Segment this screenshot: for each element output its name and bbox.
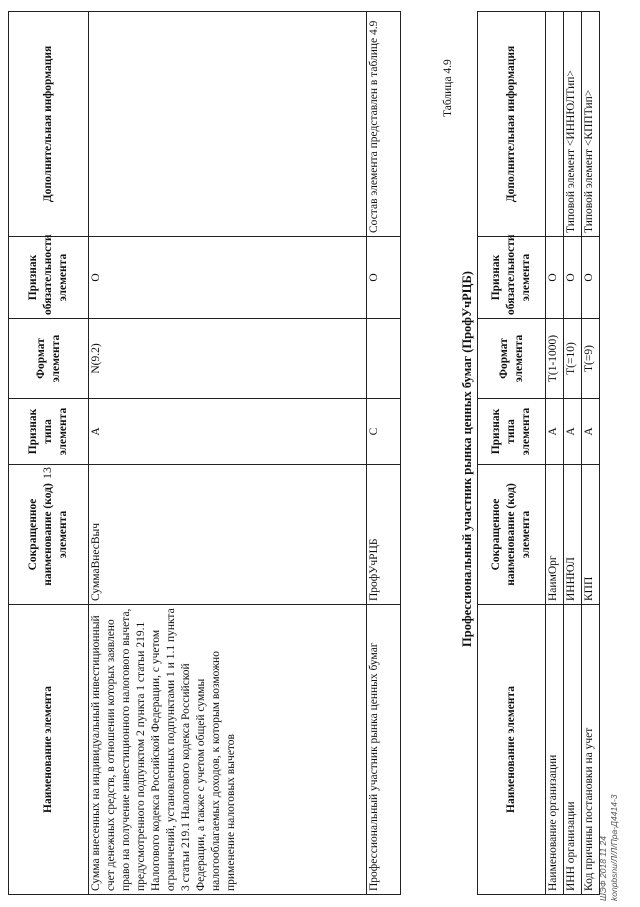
page-number: 13	[40, 467, 54, 479]
cell-type: А	[582, 399, 600, 465]
col-header-code: Сокращенное наименование (код) элемента	[9, 465, 89, 605]
table-row	[564, 12, 582, 895]
table-row	[367, 12, 401, 895]
cell-name: Сумма внесенных на индивидуальный инвестиционный счет денежных средств, в отношении которых заявлено право на получение инвестиционного налогового вычета, предусмотренного подпунктом 2 пункта 1 статьи 219.1 Налогового кодекса Российской Федерации, с учетом ограничений, установленных подпунктами 1 и 1.1 пункта 3 статьи 219.1 Налогового кодекса Российской Федерации, а также с учетом общей суммы налогооблагаемых доходов, к которым возможно применение налоговых вычетов	[89, 605, 367, 895]
footer-stamp	[598, 795, 620, 902]
cell-info: Типовой элемент <КППТип>	[582, 12, 600, 237]
cell-code: ПрофУчРЦБ	[367, 465, 401, 605]
footer-line: konpbsnu/Л/Л/Пра-Д4414-3	[609, 794, 619, 901]
cell-format: T(1-1000)	[546, 319, 564, 399]
elements-table	[8, 11, 401, 895]
cell-required: О	[367, 237, 401, 319]
table-row	[582, 12, 600, 895]
cell-code: ИННЮЛ	[564, 465, 582, 605]
cell-info: Состав элемента представлен в таблице 4.9	[367, 12, 401, 237]
col-header-required: Признак обязательности элемента	[9, 237, 89, 319]
col-header-name: Наименование элемента	[9, 605, 89, 895]
cell-type: А	[564, 399, 582, 465]
col-header-format: Формат элемента	[9, 319, 89, 399]
col-header-info: Дополнительная информация	[9, 12, 89, 237]
cell-required: О	[564, 237, 582, 319]
cell-info	[546, 12, 564, 237]
col-header-code: Сокращенное наименование (код) элемента	[478, 465, 546, 605]
cell-name: Наименование организации	[546, 605, 564, 895]
table-row	[546, 12, 564, 895]
cell-required: О	[546, 237, 564, 319]
cell-format: T(=10)	[564, 319, 582, 399]
cell-code: НаимОрг	[546, 465, 564, 605]
col-header-name: Наименование элемента	[478, 605, 546, 895]
footer-line: ШЭФ 2018 11 24	[598, 836, 608, 901]
cell-type: А	[89, 399, 367, 465]
cell-code: КПП	[582, 465, 600, 605]
cell-required: О	[582, 237, 600, 319]
cell-type: А	[546, 399, 564, 465]
cell-code: СуммаВнесВыч	[89, 465, 367, 605]
table-row	[89, 12, 367, 895]
cell-info	[89, 12, 367, 237]
cell-type: С	[367, 399, 401, 465]
table-title: Профессиональный участник рынка ценных бумаг (ПрофУчРЦБ)	[460, 271, 474, 647]
col-header-info: Дополнительная информация	[478, 12, 546, 237]
securities-participant-table	[477, 11, 600, 895]
cell-required: О	[89, 237, 367, 319]
table-caption: Таблица 4.9	[442, 59, 454, 117]
cell-name: ИНН организации	[564, 605, 582, 895]
cell-info: Типовой элемент <ИННЮЛТип>	[564, 12, 582, 237]
cell-format: T(=9)	[582, 319, 600, 399]
cell-format: N(9.2)	[89, 319, 367, 399]
cell-format	[367, 319, 401, 399]
col-header-required: Признак обязательности элемента	[478, 237, 546, 319]
cell-name: Код причины постановки на учет	[582, 605, 600, 895]
col-header-type: Признак типа элемента	[478, 399, 546, 465]
cell-name: Профессиональный участник рынка ценных бумаг	[367, 605, 401, 895]
col-header-format: Формат элемента	[478, 319, 546, 399]
col-header-type: Признак типа элемента	[9, 399, 89, 465]
